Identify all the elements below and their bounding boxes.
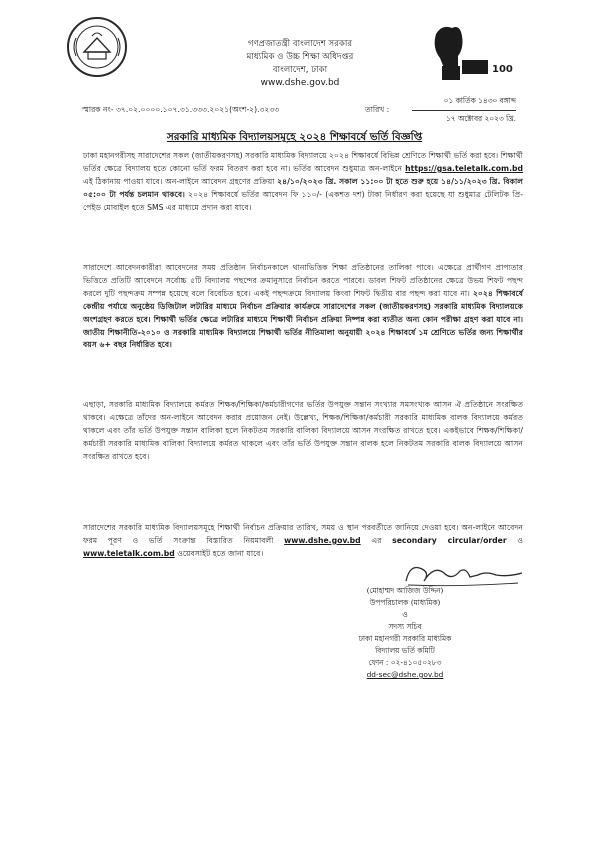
date-bangla: ০১ কার্তিক ১৪৩০ বঙ্গাব্দ <box>412 96 516 111</box>
paragraph-further-info <box>83 522 523 561</box>
paragraph-application-process <box>83 150 523 215</box>
header-website[interactable]: www.dshe.gov.bd <box>260 78 340 88</box>
dshe-emblem-logo <box>66 16 128 78</box>
p1-text-b: এই ঠিকানায় পাওয়া যাবে। অন-লাইনে আবেদন গ্রহণের প্রক্রিয়া <box>83 176 278 186</box>
p4-text-a: সারাদেশের সরকারি মাধ্যমিক বিদ্যালয়সমূহে শিক্ষার্থী নির্বাচন প্রক্রিয়ার তারিখ, সময় ও স্থান পরবর্তীতে জানিয়ে দেওয়া হবে। অন-লাইনে আবেদন ফরম পূরণ ও ভর্তি সংক্রান্ত বিস্তারিত নিয়মাবলী <box>83 523 523 545</box>
memo-number: স্মারক নং- ৩৭.০২.০০০০.১০৭.৩১.৩৩৩.২০২১(অংশ-২).৩২৩৩ <box>82 105 280 114</box>
p1-text-c: ২০২৪ শিক্ষাবর্ষে ভর্তির আবেদন ফি ১১০/- (একশত দশ) টাকা নির্ধারণ করা হয়েছে যা শুধুমাত্র টেলিটক প্রি-পেইড মোবাইল হতে SMS এর মাধ্যমে প্রদান করা যাবে। <box>83 189 524 212</box>
p1-text-a: ঢাকা মহানগরীসহ সারাদেশের সকল (জাতীয়করণসহ) সরকারি মাধ্যমিক বিদ্যালয়ে ২০২৪ শিক্ষাবর্ষে বিভিন্ন শ্রেণিতে শিক্ষার্থী ভর্তি করা হবে। শিক্ষার্থী ভর্তির ক্ষেত্রে বিদ্যালয় হতে কোনো ভর্তি ফরম বিতরণ করা হবে না। ভর্তির আবেদন শুধুমাত্র অন-লাইনে <box>83 151 523 173</box>
p2-text-a: সারাদেশে আবেদনকারীরা আবেদনের সময় প্রতিষ্ঠান নির্বাচনকালে থানাভিত্তিক শিক্ষা প্রতিষ্ঠানের তালিকা পাবে। এক্ষেত্রে প্রার্থীগণ প্রাপ্যতার ভিত্তিতে প্রতিটি আবেদনে সর্বোচ্চ ৫টি বিদ্যালয় পছন্দের ক্রমানুসারে নির্বাচন করতে পারবে। ডাবল শিফট প্রতিষ্ঠানের ক্ষেত্রে উভয় শিফট পছন্দ করলে দুটি পছন্দক্রম সম্পন্ন হয়েছে বলে বিবেচিত হবে। একই পছন্দক্রমে বিদ্যালয় কিংবা শিফট দ্বিতীয় বার পছন্দ করা যাবে না। <box>83 263 523 298</box>
signatory-role: সদস্য সচিব <box>388 622 422 631</box>
signatory-block <box>330 585 480 681</box>
teletalk-website-link[interactable]: www.teletalk.com.bd <box>83 548 175 558</box>
gsa-teletalk-link[interactable]: https://gsa.teletalk.com.bd <box>405 163 523 173</box>
signatory-email[interactable]: dd-sec@dshe.gov.bd <box>366 670 444 679</box>
date-box <box>412 96 516 126</box>
p4-text-c: ও <box>506 535 523 545</box>
committee-line-2: বিদ্যালয় ভর্তি কমিটি <box>375 646 435 655</box>
mujib-100-logo <box>428 22 520 84</box>
secondary-circular-label: secondary circular/order <box>392 535 507 545</box>
signatory-name: (মোহাম্মদ আজিজ উদ্দিন) <box>366 586 444 595</box>
signatory-phone: ফোন : ০২-৪১০৫০২৮৩ <box>368 658 442 667</box>
committee-line-1: ঢাকা মহানগরী সরকারি মাধ্যমিক <box>358 634 452 643</box>
p4-text-d: ওয়েবসাইট হতে জানা যাবে। <box>174 548 264 558</box>
date-english: ১৭ অক্টোবর ২০২৩ খ্রি. <box>446 114 516 123</box>
header-directorate: মাধ্যমিক ও উচ্চ শিক্ষা অধিদপ্তর <box>246 52 354 62</box>
header-government: গণপ্রজাতন্ত্রী বাংলাদেশ সরকার <box>247 39 353 49</box>
header-location: বাংলাদেশ, ঢাকা <box>272 65 328 75</box>
lottery-notice: ২০২৪ শিক্ষাবর্ষে কেন্দ্রীয় পর্যায়ে অনুষ্ঠেয় ডিজিটাল লটারির মাধ্যমে নির্বাচন প্রক্রিয়ার কার্যক্রমে সারাদেশের সকল (জাতীয়করণসহ) সরকারি মাধ্যমিক বিদ্যালয়কে অংশগ্রহণ করতে হবে। শিক্ষার্থী ভর্তির ক্ষেত্রে লটারির মাধ্যমে শিক্ষার্থী নির্বাচন প্রক্রিয়া নিষ্পন্ন করা ব্যতীত অন্য কোন পরীক্ষা গ্রহণ করা যাবে না। জাতীয় শিক্ষানীতি-২০১০ ও সরকারি মাধ্যমিক বিদ্যালয়ে শিক্ষার্থী ভর্তির নীতিমালা অনুযায়ী ২০২৪ শিক্ষাবর্ষে ১ম শ্রেণিতে ভর্তির জন্য শিক্ষার্থীর বয়স ৬+ বছর নির্ধারিত হবে। <box>83 288 523 350</box>
paragraph-selection-process <box>83 262 523 352</box>
paragraph-reserved-seats: এছাড়া, সরকারি মাধ্যমিক বিদ্যালয়ে কর্মরত শিক্ষক/শিক্ষিকা/কর্মচারীগণের ভর্তির উপযুক্ত সন্তান সংখ্যার সমসংখ্যক আসন ঐ প্রতিষ্ঠানে সংরক্ষিত থাকবে। এক্ষেত্রে তাঁদের অন-লাইনে আবেদন করার প্রয়োজন নেই। উল্লেখ্য, শিক্ষক/শিক্ষিকা/কর্মচারী সরকারি মাধ্যমিক বালক বিদ্যালয়ে কর্মরত থাকলে এবং তাঁর ভর্তি উপযুক্ত সন্তান বালিকা হলে নিকটতম সরকারি বালিকা বিদ্যালয়ে আসন সংরক্ষিত রাখতে হবে। একইভাবে শিক্ষক/শিক্ষিকা/কর্মচারী সরকারি মাধ্যমিক বালিকা বিদ্যালয়ে কর্মরত থাকলে এবং তাঁর ভর্তি উপযুক্ত সন্তান বালক হলে নিকটতম সরকারি বালক বিদ্যালয়ে আসন সংরক্ষিত রাখতে হবে। <box>83 400 523 461</box>
signatory-designation: উপপরিচালক (মাধ্যমিক) <box>369 598 441 607</box>
office-header <box>190 38 410 90</box>
signatory-and: ও <box>402 610 408 619</box>
date-label: তারিখ : <box>365 105 390 114</box>
dshe-website-link[interactable]: www.dshe.gov.bd <box>284 535 361 545</box>
p4-text-b: এর <box>360 535 393 545</box>
svg-text:100: 100 <box>492 64 513 75</box>
application-period: ২৪/১০/২০২৩ খ্রি. সকাল ১১:০০ টা হতে শুরু হয়ে ১৪/১১/২০২৩ খ্রি. বিকাল ০৫:০০ টা পর্যন্ত চলমান থাকবে। <box>83 176 524 199</box>
notice-title: সরকারি মাধ্যমিক বিদ্যালয়সমূহে ২০২৪ শিক্ষাবর্ষে ভর্তি বিজ্ঞপ্তি <box>166 131 423 143</box>
